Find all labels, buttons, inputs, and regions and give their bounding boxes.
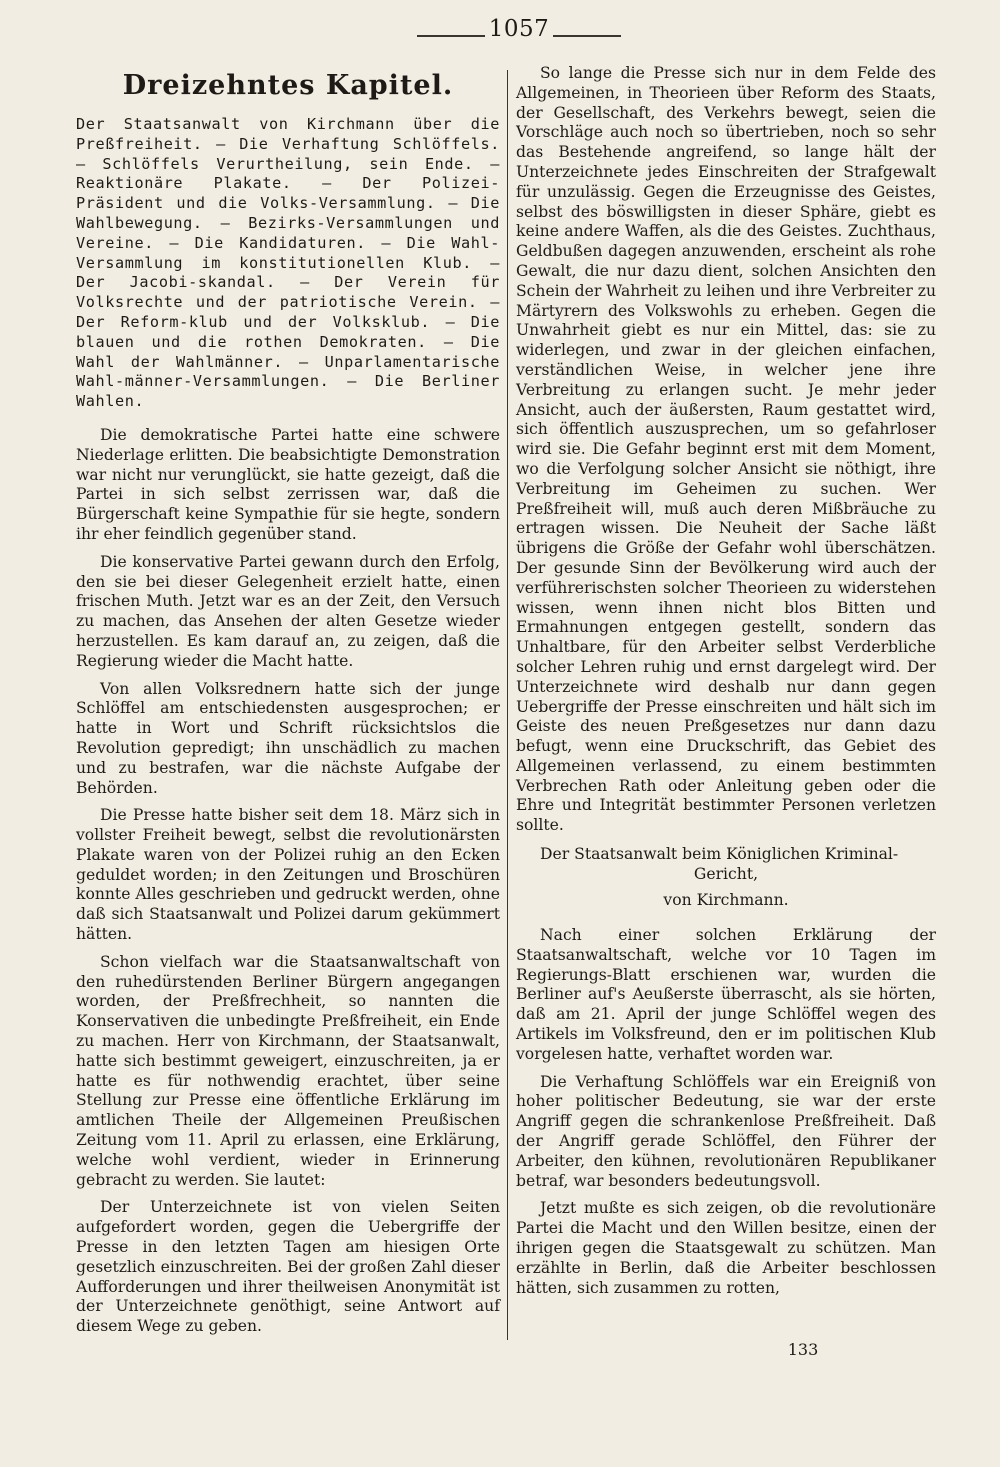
page-number: 1057	[488, 16, 550, 42]
signature-block	[516, 844, 936, 912]
right-column	[516, 64, 936, 1306]
page-header	[0, 16, 1000, 46]
paragraph: Die Presse hatte bisher seit dem 18. März sich in vollster Freiheit bewegt, selbst die revolutionärsten Plakate waren von der Polizei ruhig an den Ecken geduldet worden; in den Zeitungen und Broschüren konnte Alles geschrieben und gedruckt werden, ohne daß sich Staatsanwalt und Polizei darum gekümmert hätten.	[76, 806, 500, 944]
signature-line: Der Staatsanwalt beim Königlichen Kriminal-	[540, 845, 899, 864]
header-rule-left	[417, 35, 485, 37]
paragraph: Von allen Volksrednern hatte sich der junge Schlöffel am entschiedensten ausgesprochen; er hatte in Wort und Schrift rücksichtslos die Revolution gepredigt; ihn unschädlich zu machen und zu bestrafen, war die nächste Aufgabe der Behörden.	[76, 679, 500, 797]
chapter-title: Dreizehntes Kapitel.	[122, 70, 454, 101]
paragraph: Die Verhaftung Schlöffels war ein Ereigniß von hoher politischer Bedeutung, sie war der erste Angriff gegen die schrankenlose Preßfreiheit. Daß der Angriff gerade Schlöffel, den Führer der Arbeiter, den kühnen, revolutionären Republikaner betraf, war besonders bedeutungsvoll.	[516, 1072, 936, 1190]
header-rule-right	[553, 35, 621, 37]
quoted-paragraph: Der Unterzeichnete ist von vielen Seiten aufgefordert worden, gegen die Uebergriffe der Presse in den letzten Tagen am hiesigen Orte gesetzlich einzuschreiten. Bei der großen Zahl dieser Aufforderungen und ihrer theilweisen Anonymität ist der Unterzeichnete genöthigt, seine Antwort auf diesem Wege zu geben.	[76, 1198, 500, 1336]
column-divider	[507, 70, 508, 1340]
left-column	[76, 64, 500, 1345]
paragraph: Schon vielfach war die Staatsanwaltschaft von den ruhedürstenden Berliner Bürgern angegangen worden, der Preßfrechheit, so nannten die Konservativen die unbedingte Preßfreiheit, ein Ende zu machen. Herr von Kirchmann, der Staatsanwalt, hatte sich bestimmt geweigert, einzuschreiten, ja er hatte es für nothwendig erachtet, über seine Stellung zur Presse eine öffentliche Erklärung im amtlichen Theile der Allgemeinen Preußischen Zeitung vom 11. April zu erlassen, eine Erklärung, welche wohl verdient, wieder in Erinnerung gebracht zu werden. Sie lautet:	[76, 952, 500, 1189]
paragraph: Die demokratische Partei hatte eine schwere Niederlage erlitten. Die beabsichtigte Demonstration war nicht nur verunglückt, sie hatte gezeigt, daß die Partei in sich selbst zerrissen war, daß die Bürgerschaft keine Sympathie für sie hegte, sondern ihr eher feindlich gegenüber stand.	[76, 425, 500, 543]
paragraph: Die konservative Partei gewann durch den Erfolg, den sie bei dieser Gelegenheit erzielt hatte, einen frischen Muth. Jetzt war es an der Zeit, den Versuch zu machen, das Ansehen der alten Gesetze wieder herzustellen. Es kam darauf an, zu zeigen, daß die Regierung wieder die Macht hatte.	[76, 552, 500, 670]
paragraph: Nach einer solchen Erklärung der Staatsanwaltschaft, welche vor 10 Tagen im Regierungs-Blatt erschienen war, wurden die Berliner auf's Aeußerste überrascht, als sie hörten, daß am 21. April der junge Schlöffel wegen des Artikels im Volksfreund, den er im politischen Klub vorgelesen hatte, verhaftet worden war.	[516, 926, 936, 1063]
chapter-summary: Der Staatsanwalt von Kirchmann über die Preßfreiheit. — Die Verhaftung Schlöffels. — Schlöffels Verurtheilung, sein Ende. — Reaktionäre Plakate. — Der Polizei-Präsident und die Volks-Versammlung. — Die Wahlbewegung. — Bezirks-Versammlungen und Vereine. — Die Kandidaturen. — Die Wahl-Versammlung im konstitutionellen Klub. — Der Jacobi-skandal. — Der Verein für Volksrechte und der patriotische Verein. — Der Reform-klub und der Volksklub. — Die blauen und die rothen Demokraten. — Die Wahl der Wahlmänner. — Unparlamentarische Wahl-männer-Versammlungen. — Die Berliner Wahlen.	[76, 115, 500, 411]
signature-name: von Kirchmann.	[663, 891, 789, 910]
quoted-paragraph: So lange die Presse sich nur in dem Felde des Allgemeinen, in Theorieen über Reform des Staats, der Gesellschaft, des Verkehrs bewegt, seien die Vorschläge auch noch so übertrieben, noch so sehr das Bestehende angreifend, so lange hält der Unterzeichnete jedes Einschreiten der Strafgewalt für unzulässig. Gegen die Erzeugnisse des Geistes, selbst des böswilligsten in dieser Sphäre, giebt es keine andere Waffen, als die des Geistes. Zuchthaus, Geldbußen dagegen anzuwenden, erscheint als rohe Gewalt, die nur dazu dient, solchen Ansichten den Schein der Wahrheit zu leihen und ihre Verbreiter zu Märtyrern des Volkswohls zu erheben. Gegen die Unwahrheit giebt es nur ein Mittel, das: sie zu widerlegen, und zwar in der gleichen einfachen, verständlichen Weise, in welcher jene ihre Verbreitung zu erlangen sucht. Je mehr jeder Ansicht, auch der äußersten, Raum gestattet wird, sich öffentlich auszusprechen, um so gefahrloser wird sie. Die Gefahr beginnt erst mit dem Moment, wo die Verfolgung solcher Ansicht sie nöthigt, ihre Verbreitung im Geheimen zu suchen. Wer Preßfreiheit will, muß auch deren Mißbräuche zu ertragen wissen. Die Neuheit der Sache läßt übrigens die Größe der Gefahr wohl überschätzen. Der gesunde Sinn der Bevölkerung wird auch der verführerischsten solcher Theorieen zu widerstehen wissen, wenn ihnen nicht blos Bitten und Ermahnungen entgegen gestellt, sondern das Unhaltbare, für den Arbeiter selbst Verderbliche solcher Lehren ruhig und ernst dargelegt wird. Der Unterzeichnete wird deshalb nur dann gegen Uebergriffe der Presse einschreiten und hält sich im Geiste des neuen Preßgesetzes nur dann dazu befugt, wenn eine Druckschrift, das Gebiet des Allgemeinen verlassend, zu einem bestimmten Verbrechen Rath oder Anleitung geben oder die Ehre und Integrität bestimmter Personen verletzen sollte.	[516, 64, 936, 835]
signature-line: Gericht,	[693, 865, 759, 884]
paragraph: Jetzt mußte es sich zeigen, ob die revolutionäre Partei die Macht und den Willen besitze, einen der ihrigen gegen die Staatsgewalt zu schützen. Man erzählte in Berlin, daß die Arbeiter beschlossen hätten, sich zusammen zu rotten,	[516, 1199, 936, 1297]
signature-mark: 133	[787, 1340, 819, 1359]
